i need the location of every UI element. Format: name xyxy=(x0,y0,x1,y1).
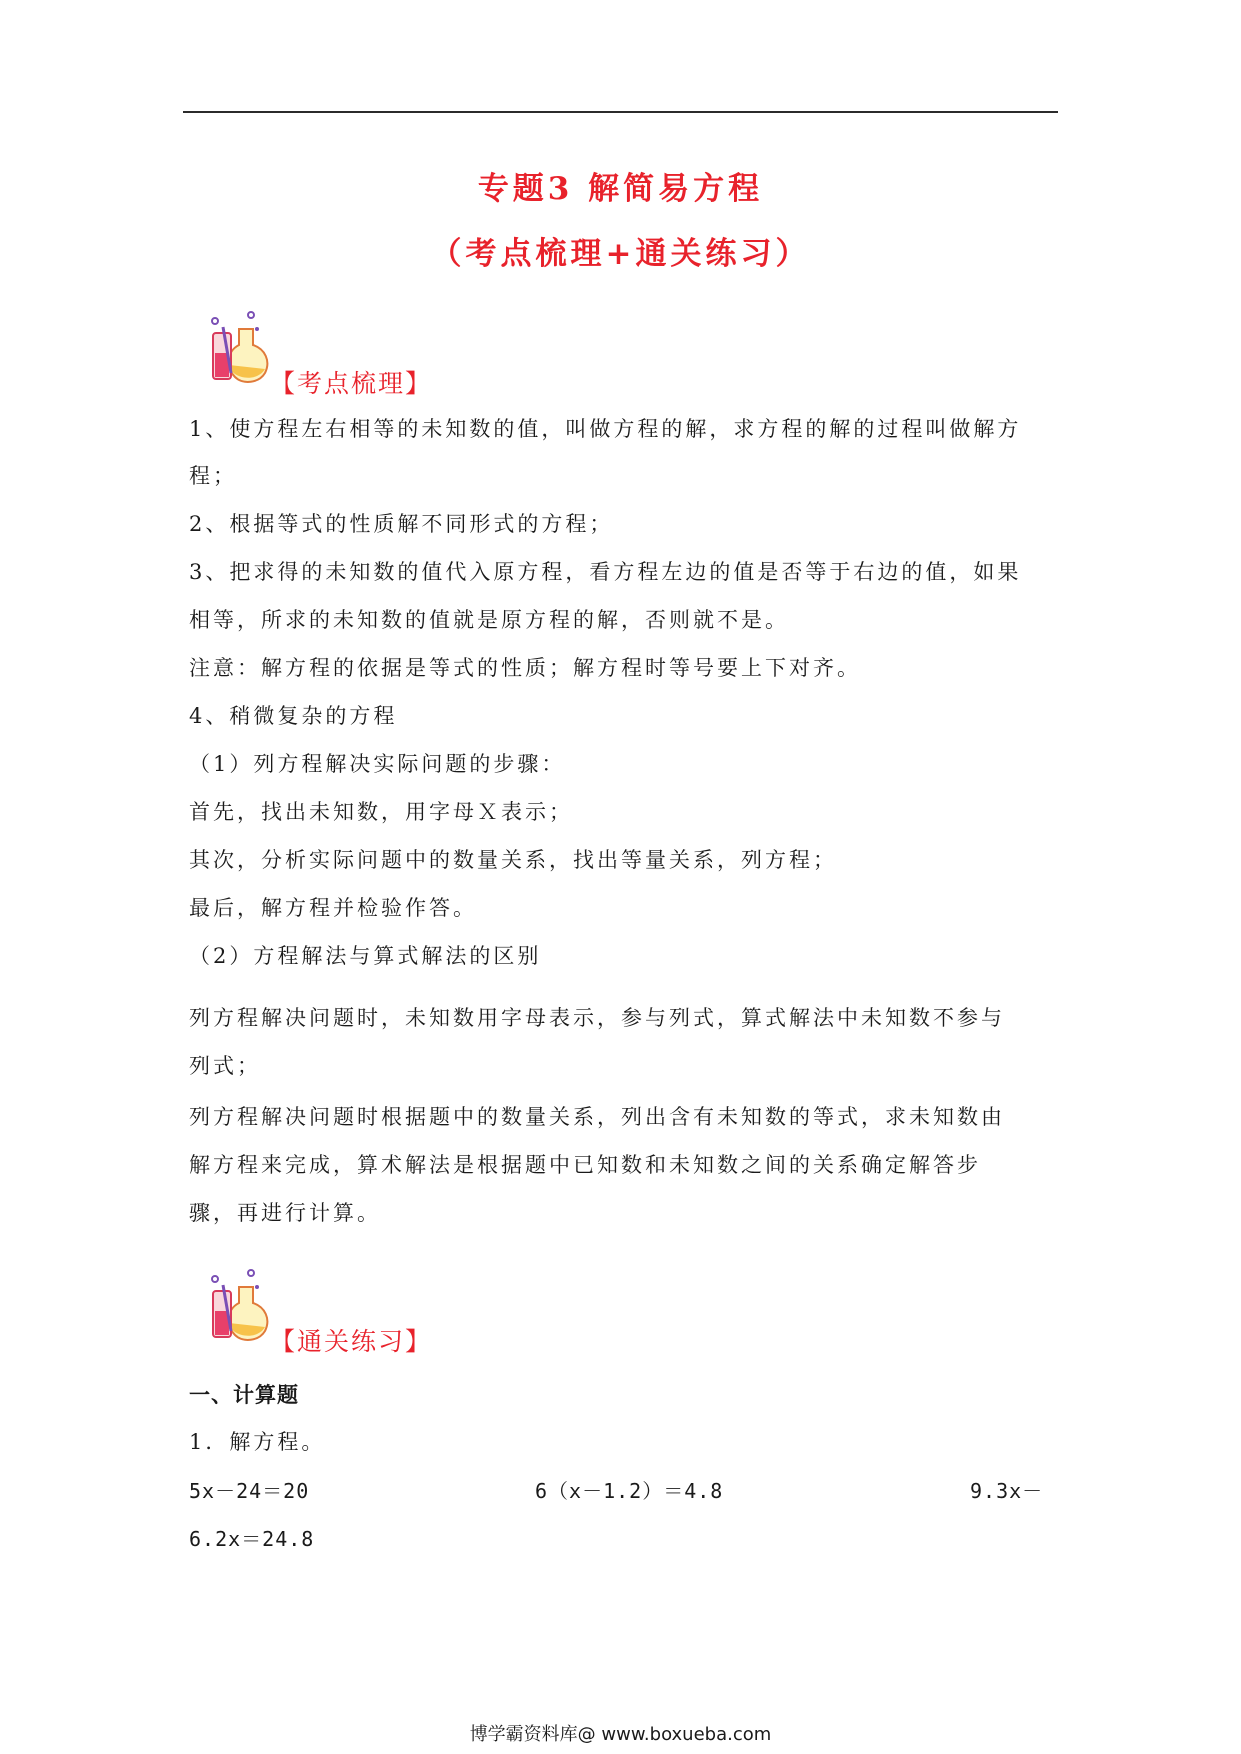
question-prompt: 1．解方程。 xyxy=(189,1430,326,1454)
text-line: （2）方程解法与算式解法的区别 xyxy=(189,944,542,968)
text-line: 2、根据等式的性质解不同形式的方程； xyxy=(189,512,614,536)
page-title: 专题3 解简易方程 xyxy=(477,171,764,207)
equation-3-end: 6.2x＝24.8 xyxy=(189,1527,315,1551)
lab-flask-icon xyxy=(205,1265,269,1345)
section-label-practice: 【通关练习】 xyxy=(270,1327,433,1356)
text-line: 程； xyxy=(189,464,237,488)
text-line: 相等，所求的未知数的值就是原方程的解，否则就不是。 xyxy=(189,608,789,632)
lab-flask-icon xyxy=(205,307,269,387)
text-line: 解方程来完成，算术解法是根据题中已知数和未知数之间的关系确定解答步 xyxy=(189,1153,981,1177)
equation-3-start: 9.3x－ xyxy=(970,1479,1044,1503)
equation-1: 5x－24＝20 xyxy=(189,1479,310,1503)
text-line: 列式； xyxy=(189,1054,261,1078)
header-rule xyxy=(183,111,1058,113)
text-line: 列方程解决问题时根据题中的数量关系，列出含有未知数的等式，求未知数由 xyxy=(189,1105,1005,1129)
text-line: 4、稍微复杂的方程 xyxy=(189,704,398,728)
question-heading: 一、计算题 xyxy=(189,1383,299,1407)
text-line: （1）列方程解决实际问题的步骤： xyxy=(189,752,566,776)
text-line: 3、把求得的未知数的值代入原方程，看方程左边的值是否等于右边的值，如果 xyxy=(189,560,1022,584)
text-line: 1、使方程左右相等的未知数的值，叫做方程的解，求方程的解的过程叫做解方 xyxy=(189,417,1022,441)
text-line: 最后，解方程并检验作答。 xyxy=(189,896,477,920)
text-line: 骤，再进行计算。 xyxy=(189,1201,381,1225)
equation-2: 6（x－1.2）＝4.8 xyxy=(535,1479,724,1503)
text-line: 注意：解方程的依据是等式的性质；解方程时等号要上下对齐。 xyxy=(189,656,861,680)
text-line: 首先，找出未知数，用字母Ｘ表示； xyxy=(189,800,573,824)
footer-watermark: 博学霸资料库@ www.boxueba.com xyxy=(469,1724,772,1745)
text-line: 列方程解决问题时，未知数用字母表示，参与列式，算式解法中未知数不参与 xyxy=(189,1006,1005,1030)
section-label-review: 【考点梳理】 xyxy=(270,369,433,398)
text-line: 其次，分析实际问题中的数量关系，找出等量关系，列方程； xyxy=(189,848,837,872)
page-subtitle: （考点梳理+通关练习） xyxy=(430,236,811,272)
